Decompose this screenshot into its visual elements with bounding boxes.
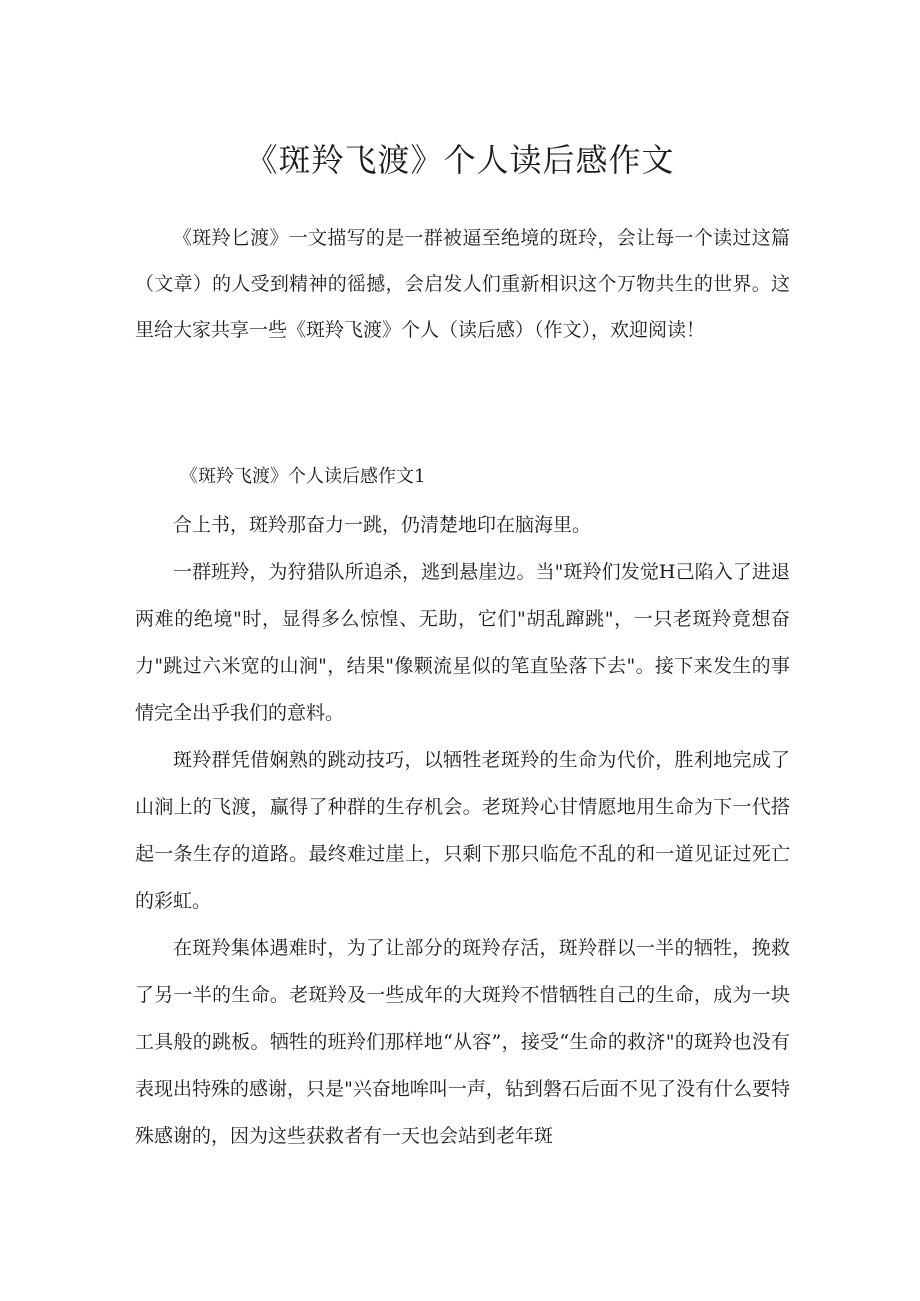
body-paragraph-2: 一群班羚，为狩猎队所追杀，逃到悬崖边。当"斑羚们发觉H己陷入了进退两难的绝境"时，显得多么惊惶、无助，它们"胡乱蹿跳"，一只老斑羚竟想奋力"跳过六米宽的山涧"，结果"像颗流星似的笔直坠落下去"。接下来发生的事情完全出乎我们的意料。 (135, 561, 790, 724)
intro-paragraph: 《斑羚匕渡》一文描写的是一群被逼至绝境的斑玲，会让每一个读过这篇（文章）的人受到精神的徭撼，会启发人们重新相识这个万物共生的世界。这里给大家共享一些《斑羚飞渡》个人（读后感）（作文），欢迎阅读！ (135, 227, 790, 341)
page-title: 《斑羚飞渡》个人读后感作文 (245, 141, 675, 179)
body-paragraph-3: 斑羚群凭借娴熟的跳动技巧，以牺牲老斑羚的生命为代价，胜利地完成了山涧上的飞渡，赢得了种群的生存机会。老斑羚心甘情愿地用生命为下一代搭起一条生存的道路。最终难过崖上，只剩下那只临危不乱的和一道见证过死亡的彩虹。 (135, 749, 790, 912)
body-paragraph-4: 在斑羚集体遇难时，为了让部分的斑羚存活，斑羚群以一半的牺牲，挽救了另一半的生命。老斑羚及一些成年的大斑羚不惜牺牲自己的生命，成为一块工具般的跳板。牺牲的班羚们那样地“从容”，接受“生命的救济"的斑羚也没有表现出特殊的感谢，只是"兴奋地哞叫一声，钻到磐石后面不见了没有什么要特殊感谢的，因为这些获救者有一天也会站到老年斑 (135, 937, 790, 1147)
body-paragraph-1: 合上书，斑羚那奋力一跳，仍清楚地印在脑海里。 (173, 514, 592, 536)
article-body (135, 502, 790, 1160)
section-heading: 《斑羚飞渡》个人读后感作文1 (180, 466, 426, 487)
